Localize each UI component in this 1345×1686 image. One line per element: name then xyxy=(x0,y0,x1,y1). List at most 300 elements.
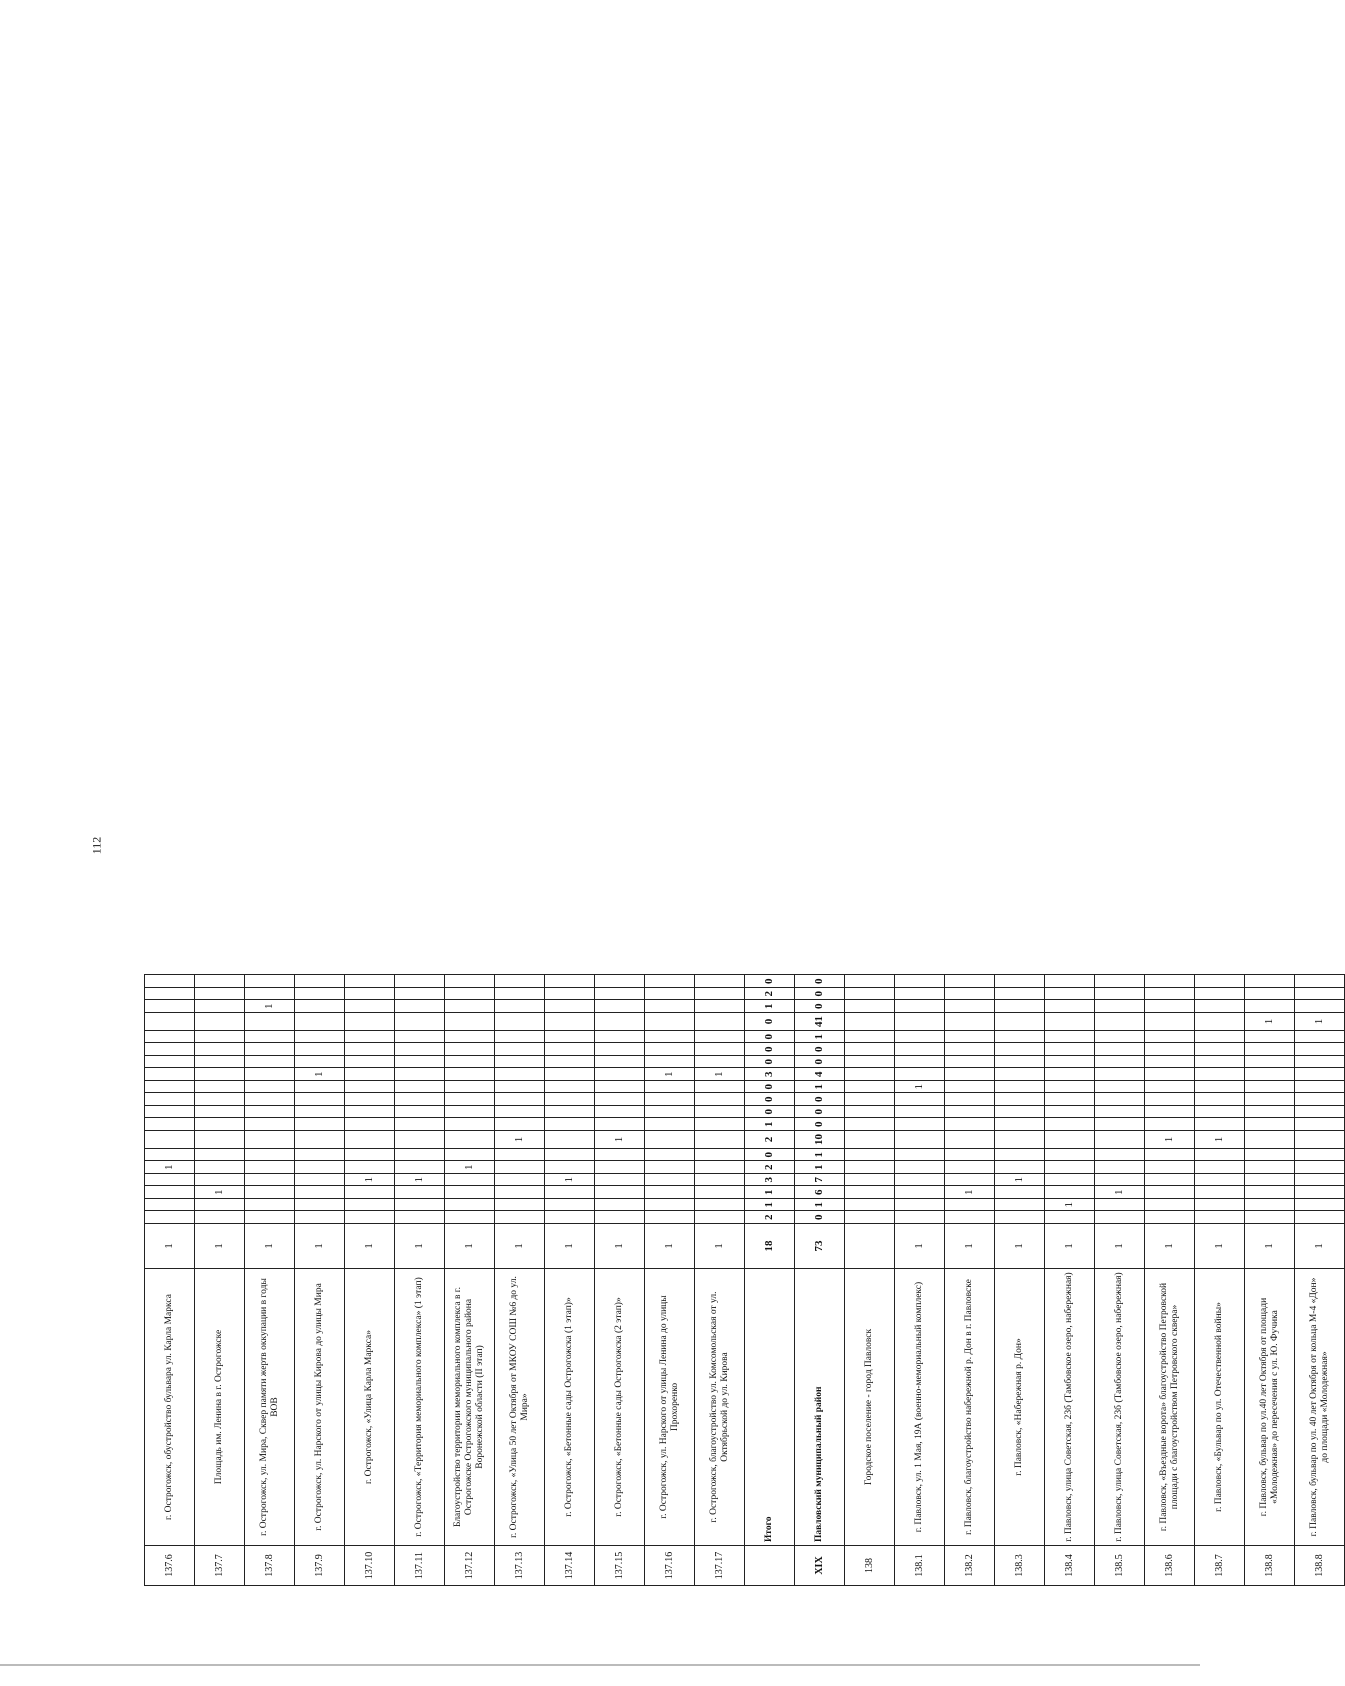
value-cell: 1 xyxy=(1295,1013,1345,1031)
value-cell xyxy=(645,1131,695,1149)
value-cell xyxy=(595,1118,645,1131)
district-value: 1 xyxy=(795,1081,845,1094)
total-value: 1 xyxy=(745,1186,795,1199)
value-cell xyxy=(295,1013,345,1031)
value-cell xyxy=(495,1211,545,1224)
total-value: 2 xyxy=(745,1211,795,1224)
object-count: 1 xyxy=(245,1224,295,1269)
value-cell xyxy=(1295,1056,1345,1069)
value-cell xyxy=(445,1043,495,1056)
value-cell xyxy=(695,988,745,1001)
row-number: 138.1 xyxy=(895,1546,945,1586)
district-row xyxy=(795,975,845,1586)
value-cell xyxy=(695,1131,745,1149)
object-count: 1 xyxy=(595,1224,645,1269)
value-cell xyxy=(1145,1199,1195,1212)
object-name: г. Острогожск, «Бетонные сады Острогожска (1 этап)» xyxy=(545,1269,595,1546)
object-name: Площадь им. Ленина в г. Острогожске xyxy=(195,1269,245,1546)
value-cell xyxy=(1195,1081,1245,1094)
value-cell xyxy=(695,1043,745,1056)
table-row xyxy=(895,975,945,1586)
value-cell xyxy=(995,1013,1045,1031)
value-cell: 1 xyxy=(445,1161,495,1174)
total-value: 2 xyxy=(745,988,795,1001)
value-cell xyxy=(995,1031,1045,1044)
value-cell xyxy=(1295,1118,1345,1131)
value-cell xyxy=(345,1211,395,1224)
value-cell xyxy=(695,1149,745,1162)
value-cell xyxy=(1145,1013,1195,1031)
value-cell xyxy=(1145,1031,1195,1044)
district-value: 0 xyxy=(795,1211,845,1224)
value-cell xyxy=(845,1211,895,1224)
value-cell xyxy=(1195,1174,1245,1187)
value-cell xyxy=(545,1068,595,1081)
value-cell xyxy=(1295,1149,1345,1162)
value-cell xyxy=(545,1031,595,1044)
value-cell xyxy=(395,1031,445,1044)
table-row xyxy=(195,975,245,1586)
value-cell xyxy=(195,1000,245,1013)
table-row xyxy=(395,975,445,1586)
object-name: г. Острогожск, «Улица Карла Маркса» xyxy=(345,1269,395,1546)
value-cell xyxy=(1145,1043,1195,1056)
value-cell xyxy=(545,1161,595,1174)
value-cell xyxy=(295,1149,345,1162)
value-cell xyxy=(1295,988,1345,1001)
value-cell xyxy=(1045,1149,1095,1162)
object-count: 1 xyxy=(195,1224,245,1269)
value-cell xyxy=(995,1186,1045,1199)
value-cell xyxy=(1245,1081,1295,1094)
value-cell xyxy=(995,1131,1045,1149)
row-number: 138.7 xyxy=(1195,1546,1245,1586)
value-cell xyxy=(945,1131,995,1149)
value-cell xyxy=(395,1186,445,1199)
value-cell xyxy=(1145,1093,1195,1106)
value-cell xyxy=(345,1068,395,1081)
value-cell xyxy=(345,1056,395,1069)
value-cell xyxy=(195,975,245,988)
object-name: г. Павловск, ул. 1 Мая, 19А (военно-мемориальный комплекс) xyxy=(895,1269,945,1546)
value-cell xyxy=(145,1000,195,1013)
value-cell xyxy=(545,1056,595,1069)
total-row xyxy=(745,975,795,1586)
value-cell xyxy=(395,1013,445,1031)
value-cell xyxy=(1145,1068,1195,1081)
value-cell xyxy=(1145,1186,1195,1199)
value-cell xyxy=(1245,1043,1295,1056)
value-cell xyxy=(445,1081,495,1094)
value-cell xyxy=(545,1211,595,1224)
value-cell xyxy=(1245,1161,1295,1174)
value-cell xyxy=(345,1131,395,1149)
value-cell xyxy=(495,1174,545,1187)
value-cell xyxy=(295,1031,345,1044)
row-number: 137.11 xyxy=(395,1546,445,1586)
value-cell: 1 xyxy=(345,1174,395,1187)
value-cell xyxy=(395,1106,445,1119)
value-cell xyxy=(645,1043,695,1056)
value-cell xyxy=(1045,1043,1095,1056)
value-cell xyxy=(1045,1174,1095,1187)
value-cell xyxy=(395,1043,445,1056)
value-cell xyxy=(545,1093,595,1106)
value-cell xyxy=(945,1056,995,1069)
value-cell xyxy=(1095,1174,1145,1187)
object-name: г. Острогожск, ул. Мира, Сквер памяти жертв оккупации в годы ВОВ xyxy=(245,1269,295,1546)
value-cell xyxy=(845,1174,895,1187)
table-row xyxy=(645,975,695,1586)
value-cell xyxy=(1195,1161,1245,1174)
value-cell xyxy=(1195,1149,1245,1162)
table-row xyxy=(1295,975,1345,1586)
value-cell xyxy=(1145,1118,1195,1131)
value-cell: 1 xyxy=(645,1068,695,1081)
value-cell xyxy=(1095,1211,1145,1224)
value-cell xyxy=(395,1161,445,1174)
value-cell xyxy=(645,1211,695,1224)
value-cell xyxy=(295,1199,345,1212)
value-cell xyxy=(1295,1000,1345,1013)
object-name: г. Павловск, «Набережная р. Дон» xyxy=(995,1269,1045,1546)
value-cell: 1 xyxy=(1195,1131,1245,1149)
value-cell xyxy=(1145,1161,1195,1174)
value-cell xyxy=(345,1161,395,1174)
value-cell xyxy=(1045,1131,1095,1149)
value-cell xyxy=(1245,975,1295,988)
value-cell xyxy=(1095,1068,1145,1081)
value-cell xyxy=(1045,1013,1095,1031)
row-number: 137.10 xyxy=(345,1546,395,1586)
object-name: г. Павловск, благоустройство набережной р. Дон в г. Павловске xyxy=(945,1269,995,1546)
value-cell xyxy=(1195,975,1245,988)
total-value: 1 xyxy=(745,1000,795,1013)
value-cell xyxy=(245,1149,295,1162)
settlement-name: Городское поселение - город Павловск xyxy=(845,1269,895,1546)
value-cell xyxy=(595,1093,645,1106)
total-value: 0 xyxy=(745,975,795,988)
row-number: 138.2 xyxy=(945,1546,995,1586)
value-cell xyxy=(995,1118,1045,1131)
value-cell xyxy=(945,1149,995,1162)
value-cell: 1 xyxy=(295,1068,345,1081)
value-cell xyxy=(295,1174,345,1187)
value-cell xyxy=(545,1000,595,1013)
table-row xyxy=(245,975,295,1586)
row-number: 138.8 xyxy=(1295,1546,1345,1586)
value-cell xyxy=(195,1013,245,1031)
object-count: 1 xyxy=(645,1224,695,1269)
value-cell xyxy=(1245,1000,1295,1013)
district-value: 0 xyxy=(795,988,845,1001)
value-cell xyxy=(1045,1056,1095,1069)
district-value: 10 xyxy=(795,1131,845,1149)
value-cell xyxy=(995,1149,1045,1162)
table-row xyxy=(145,975,195,1586)
settlement-row xyxy=(845,975,895,1586)
object-count: 1 xyxy=(695,1224,745,1269)
object-name: г. Павловск, улица Советская, 23б (Тамбовское озеро, набережная) xyxy=(1045,1269,1095,1546)
value-cell xyxy=(595,1081,645,1094)
table-row xyxy=(1095,975,1145,1586)
value-cell xyxy=(345,1093,395,1106)
value-cell xyxy=(1045,1031,1095,1044)
value-cell xyxy=(195,1211,245,1224)
value-cell xyxy=(145,1186,195,1199)
value-cell xyxy=(1295,1211,1345,1224)
value-cell xyxy=(195,1131,245,1149)
value-cell xyxy=(945,988,995,1001)
value-cell xyxy=(1095,1199,1145,1212)
value-cell xyxy=(395,1211,445,1224)
object-name: г. Павловск, бульвар по ул.40 лет Октября от площади «Молодежная» до пересечения с ул. Ю. Фучика xyxy=(1245,1269,1295,1546)
value-cell xyxy=(595,1068,645,1081)
total-value: 0 xyxy=(745,1106,795,1119)
object-count: 1 xyxy=(1095,1224,1145,1269)
object-count: 1 xyxy=(495,1224,545,1269)
value-cell xyxy=(145,988,195,1001)
value-cell xyxy=(1095,1031,1145,1044)
value-cell xyxy=(895,1118,945,1131)
value-cell xyxy=(445,1149,495,1162)
value-cell xyxy=(1295,1186,1345,1199)
object-count: 1 xyxy=(945,1224,995,1269)
value-cell xyxy=(845,1199,895,1212)
value-cell xyxy=(445,1186,495,1199)
row-number: 137.13 xyxy=(495,1546,545,1586)
district-value: 7 xyxy=(795,1174,845,1187)
value-cell xyxy=(1045,988,1095,1001)
value-cell xyxy=(1045,1106,1095,1119)
value-cell xyxy=(445,1000,495,1013)
value-cell xyxy=(245,1093,295,1106)
value-cell xyxy=(145,1131,195,1149)
value-cell xyxy=(595,988,645,1001)
value-cell xyxy=(445,1199,495,1212)
value-cell xyxy=(1045,975,1095,988)
value-cell xyxy=(495,1118,545,1131)
table-row xyxy=(945,975,995,1586)
value-cell xyxy=(995,975,1045,988)
value-cell xyxy=(1095,975,1145,988)
district-value: 0 xyxy=(795,1056,845,1069)
object-count: 1 xyxy=(145,1224,195,1269)
value-cell xyxy=(395,1068,445,1081)
value-cell xyxy=(295,1093,345,1106)
value-cell xyxy=(945,1118,995,1131)
value-cell xyxy=(295,1186,345,1199)
value-cell: 1 xyxy=(895,1081,945,1094)
value-cell xyxy=(495,1199,545,1212)
value-cell xyxy=(595,1161,645,1174)
value-cell xyxy=(145,1093,195,1106)
value-cell xyxy=(645,1161,695,1174)
value-cell xyxy=(1095,1149,1145,1162)
value-cell xyxy=(145,1068,195,1081)
table-row xyxy=(295,975,345,1586)
value-cell xyxy=(945,1211,995,1224)
value-cell: 1 xyxy=(1145,1131,1195,1149)
value-cell xyxy=(145,1056,195,1069)
value-cell xyxy=(695,1013,745,1031)
value-cell: 1 xyxy=(395,1174,445,1187)
page-number: 112 xyxy=(89,836,104,855)
value-cell xyxy=(945,1068,995,1081)
value-cell: 1 xyxy=(545,1174,595,1187)
value-cell xyxy=(195,988,245,1001)
value-cell xyxy=(445,1106,495,1119)
value-cell xyxy=(495,1000,545,1013)
value-cell xyxy=(995,1093,1045,1106)
value-cell xyxy=(395,1081,445,1094)
value-cell xyxy=(295,1056,345,1069)
value-cell xyxy=(1295,1093,1345,1106)
value-cell xyxy=(445,1056,495,1069)
value-cell xyxy=(1295,1106,1345,1119)
value-cell xyxy=(1095,1118,1145,1131)
object-count: 1 xyxy=(895,1224,945,1269)
value-cell xyxy=(495,1161,545,1174)
value-cell xyxy=(1195,1211,1245,1224)
value-cell xyxy=(1195,1093,1245,1106)
table-row xyxy=(1145,975,1195,1586)
table-row xyxy=(995,975,1045,1586)
district-count: 73 xyxy=(795,1224,845,1269)
value-cell xyxy=(1045,1068,1095,1081)
value-cell xyxy=(495,1031,545,1044)
value-cell xyxy=(645,1186,695,1199)
value-cell xyxy=(1095,1000,1145,1013)
object-name: г. Острогожск, ул. Нарского от улицы Ленина до улицы Прохоренко xyxy=(645,1269,695,1546)
row-number: 138.5 xyxy=(1095,1546,1145,1586)
object-count: 1 xyxy=(1145,1224,1195,1269)
value-cell: 1 xyxy=(145,1161,195,1174)
value-cell xyxy=(995,1081,1045,1094)
value-cell xyxy=(645,1013,695,1031)
value-cell xyxy=(1245,1149,1295,1162)
value-cell xyxy=(445,988,495,1001)
value-cell xyxy=(245,1118,295,1131)
value-cell xyxy=(145,1081,195,1094)
value-cell xyxy=(1295,1081,1345,1094)
value-cell xyxy=(545,1118,595,1131)
value-cell xyxy=(345,1013,395,1031)
value-cell xyxy=(595,1013,645,1031)
value-cell xyxy=(445,1174,495,1187)
value-cell xyxy=(295,1000,345,1013)
value-cell xyxy=(1245,1118,1295,1131)
value-cell xyxy=(1045,1081,1095,1094)
value-cell xyxy=(945,1174,995,1187)
value-cell xyxy=(695,1031,745,1044)
value-cell xyxy=(945,1031,995,1044)
total-value: 0 xyxy=(745,1081,795,1094)
object-name: г. Острогожск, ул. Нарского от улицы Кирова до улицы Мира xyxy=(295,1269,345,1546)
row-number: 137.14 xyxy=(545,1546,595,1586)
value-cell xyxy=(695,1093,745,1106)
row-number: 138.6 xyxy=(1145,1546,1195,1586)
value-cell xyxy=(895,1043,945,1056)
value-cell xyxy=(895,988,945,1001)
value-cell xyxy=(895,1149,945,1162)
total-value: 1 xyxy=(745,1118,795,1131)
value-cell xyxy=(895,1056,945,1069)
row-number xyxy=(745,1546,795,1586)
value-cell xyxy=(845,988,895,1001)
district-value: 6 xyxy=(795,1186,845,1199)
value-cell xyxy=(1295,1043,1345,1056)
value-cell xyxy=(1045,1161,1095,1174)
value-cell xyxy=(945,1000,995,1013)
value-cell xyxy=(1195,1000,1245,1013)
value-cell xyxy=(1045,1000,1095,1013)
value-cell xyxy=(945,1093,995,1106)
value-cell xyxy=(595,1186,645,1199)
value-cell xyxy=(245,975,295,988)
table-row xyxy=(545,975,595,1586)
object-name: г. Острогожск, обустройство бульвара ул. Карла Маркса xyxy=(145,1269,195,1546)
object-name: г. Павловск, бульвар по ул. 40 лет Октября от кольца М-4 «Дон» до площади «Молодежная» xyxy=(1295,1269,1345,1546)
value-cell xyxy=(1195,1056,1245,1069)
value-cell xyxy=(845,1106,895,1119)
data-table xyxy=(144,975,1345,1587)
value-cell xyxy=(695,1106,745,1119)
row-number: 137.16 xyxy=(645,1546,695,1586)
value-cell xyxy=(145,1118,195,1131)
value-cell xyxy=(195,1199,245,1212)
value-cell xyxy=(1245,1106,1295,1119)
value-cell xyxy=(1295,975,1345,988)
value-cell xyxy=(895,1000,945,1013)
value-cell xyxy=(645,1081,695,1094)
row-number: 138.8 xyxy=(1245,1546,1295,1586)
value-cell xyxy=(845,1186,895,1199)
table-row xyxy=(445,975,495,1586)
value-cell xyxy=(845,1013,895,1031)
value-cell xyxy=(145,1174,195,1187)
value-cell xyxy=(195,1056,245,1069)
total-value: 0 xyxy=(745,1031,795,1044)
value-cell xyxy=(395,1149,445,1162)
object-name: г. Острогожск, «Бетонные сады Острогожска (2 этап)» xyxy=(595,1269,645,1546)
value-cell xyxy=(895,1013,945,1031)
value-cell xyxy=(1145,1000,1195,1013)
value-cell xyxy=(645,1118,695,1131)
value-cell xyxy=(245,1013,295,1031)
value-cell xyxy=(895,1106,945,1119)
value-cell xyxy=(595,1031,645,1044)
value-cell xyxy=(495,1106,545,1119)
value-cell xyxy=(345,1149,395,1162)
value-cell xyxy=(945,975,995,988)
table-row xyxy=(595,975,645,1586)
value-cell xyxy=(1245,1199,1295,1212)
value-cell xyxy=(895,1068,945,1081)
value-cell xyxy=(1195,1068,1245,1081)
value-cell xyxy=(345,1081,395,1094)
object-name: Благоустройство территории мемориального комплекса в г. Острогожске Острогожского муниципального района Воронежской области (II этап) xyxy=(445,1269,495,1546)
district-value: 1 xyxy=(795,1149,845,1162)
value-cell xyxy=(1195,1043,1245,1056)
value-cell xyxy=(1295,1174,1345,1187)
value-cell xyxy=(1195,988,1245,1001)
value-cell xyxy=(245,988,295,1001)
value-cell xyxy=(695,975,745,988)
value-cell xyxy=(895,1211,945,1224)
value-cell: 1 xyxy=(595,1131,645,1149)
value-cell xyxy=(845,1068,895,1081)
